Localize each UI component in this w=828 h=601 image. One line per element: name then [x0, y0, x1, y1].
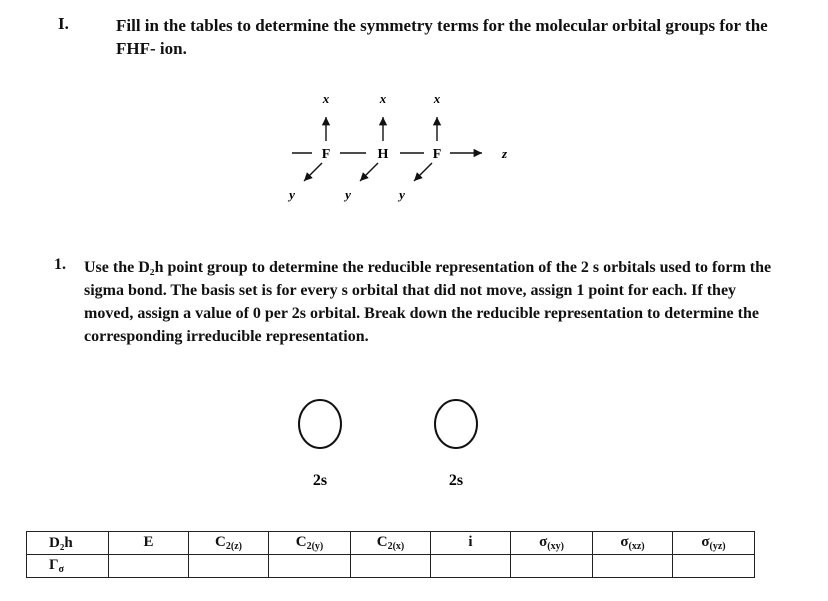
orbital-label: 2s — [448, 472, 464, 489]
atom-label: F — [432, 147, 442, 162]
header-main: σ — [539, 534, 548, 550]
header-main: C — [376, 534, 388, 550]
table-row — [27, 555, 755, 578]
y-axis-arrow — [360, 163, 378, 181]
header-cell-c2x — [351, 532, 431, 555]
y-axis-label: y — [289, 187, 295, 202]
answer-cell[interactable] — [269, 555, 351, 578]
point-group-cell: D₂h — [27, 532, 109, 555]
table-header-row — [27, 532, 755, 555]
header-main: E — [143, 534, 154, 550]
header-sub: (xy) — [547, 541, 564, 552]
x-axis-label: x — [433, 91, 441, 106]
z-axis-label: z — [502, 146, 508, 161]
orbital-label: 2s — [312, 472, 328, 489]
y-axis-arrow — [414, 163, 432, 181]
header-cell-sigma-xz — [593, 532, 673, 555]
header-cell-sigma-xy — [511, 532, 593, 555]
question-text: Use the D₂h point group to determine the reducible representation of the 2 s orbitals used to form the sigma bond. The basis set is for every s orbital that did not move, assign 1 point for each. If they moved, assign a value of 0 per 2s orbital. Break down the reducible representation to determine the corresponding irreducible representation. — [84, 259, 772, 345]
y-axis-label: y — [399, 187, 405, 202]
header-cell-c2z — [189, 532, 269, 555]
y-axis-arrow — [304, 163, 322, 181]
fhf-axes-diagram — [270, 85, 540, 210]
atom-label: H — [377, 147, 389, 162]
row-main: Γ — [49, 557, 59, 573]
header-cell-i — [431, 532, 511, 555]
s-orbital-circle — [435, 400, 477, 448]
answer-cell[interactable] — [673, 555, 755, 578]
orbital-diagram — [280, 392, 520, 492]
header-main: σ — [620, 534, 629, 550]
header-cell-sigma-yz — [673, 532, 755, 555]
section-label: I. — [58, 14, 69, 33]
header-sub: (yz) — [709, 541, 726, 552]
header-sub: (xz) — [628, 541, 645, 552]
answer-cell[interactable] — [593, 555, 673, 578]
header-sub: 2(x) — [387, 541, 405, 552]
row-sub: σ — [58, 564, 64, 575]
section-intro: Fill in the tables to determine the symmetry terms for the molecular orbital groups for the FHF- ion. — [116, 16, 768, 58]
header-cell-e — [109, 532, 189, 555]
header-cell-c2y — [269, 532, 351, 555]
x-axis-label: x — [322, 91, 330, 106]
answer-cell[interactable] — [189, 555, 269, 578]
header-main: C — [215, 534, 226, 550]
header-main: i — [468, 534, 473, 550]
x-axis-label: x — [379, 91, 387, 106]
character-table — [26, 531, 755, 578]
answer-cell[interactable] — [511, 555, 593, 578]
header-sub: 2(y) — [306, 541, 324, 552]
s-orbital-circle — [299, 400, 341, 448]
question-number: 1. — [54, 256, 66, 273]
gamma-sigma-label — [27, 555, 109, 578]
answer-cell[interactable] — [351, 555, 431, 578]
answer-cell[interactable] — [109, 555, 189, 578]
atom-label: F — [321, 147, 331, 162]
y-axis-label: y — [345, 187, 351, 202]
header-main: σ — [701, 534, 710, 550]
header-sub: 2(z) — [225, 541, 242, 552]
answer-cell[interactable] — [431, 555, 511, 578]
header-main: C — [295, 534, 307, 550]
